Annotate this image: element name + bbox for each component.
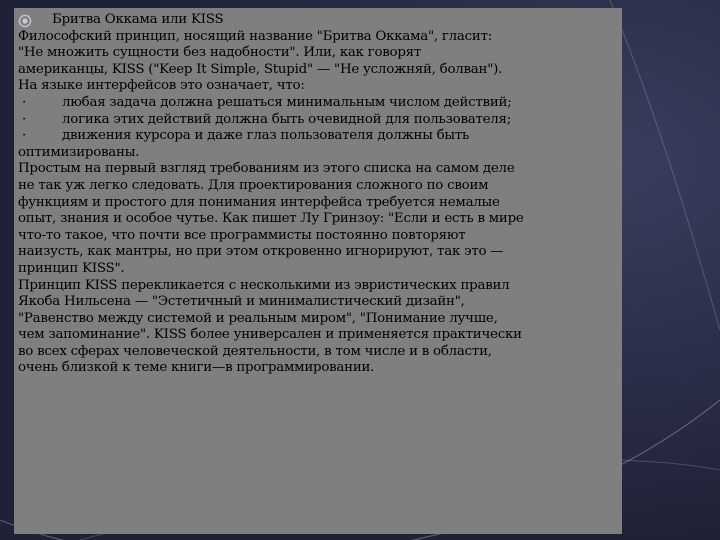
- paragraph-line: американцы, KISS ("Keep It Simple, Stupid" — "Не усложняй, болван").: [18, 61, 503, 77]
- list-marker: ·: [22, 111, 27, 127]
- paragraph-line: Якоба Нильсена — "Эстетичный и минималистический дизайн",: [18, 294, 465, 310]
- circled-bullet-icon: [18, 14, 32, 28]
- paragraph-line: Принцип KISS перекликается с несколькими из эвристических правил: [18, 277, 510, 293]
- list-item-text: логика этих действий должна быть очевидной для пользователя;: [62, 111, 512, 127]
- list-item: [18, 112, 623, 129]
- slide-title: Бритва Оккама или KISS: [52, 12, 224, 27]
- paragraph-line: опыт, знания и особое чутье. Как пишет Лу Гринзоу: "Если и есть в мире: [18, 211, 524, 227]
- paragraph-line: что-то такое, что почти все программисты постоянно повторяют: [18, 227, 466, 243]
- paragraph-line: не так уж легко следовать. Для проектирования сложного по своим: [18, 177, 489, 193]
- paragraph-line: "Равенство между системой и реальным миром", "Понимание лучше,: [18, 310, 498, 326]
- paragraph-line: во всех сферах человеческой деятельности, в том числе и в области,: [18, 343, 492, 359]
- paragraph-line: "Не множить сущности без надобности". Или, как говорят: [18, 45, 422, 61]
- list-marker: ·: [22, 128, 27, 144]
- slide-content: [18, 12, 623, 377]
- list-item-continuation: оптимизированы.: [18, 144, 140, 160]
- paragraph-line: наизусть, как мантры, но при этом откровенно игнорируют, так это —: [18, 244, 504, 260]
- list-item: [18, 95, 623, 112]
- list-marker: ·: [22, 94, 27, 110]
- paragraph-line: принцип KISS".: [18, 260, 125, 276]
- list-item-text: движения курсора и даже глаз пользователя должны быть: [62, 128, 470, 144]
- list-item: [18, 128, 623, 145]
- paragraph-line: На языке интерфейсов это означает, что:: [18, 78, 305, 94]
- paragraph-line: функциям и простого для понимания интерфейса требуется немалые: [18, 194, 500, 210]
- list-item-text: любая задача должна решаться минимальным числом действий;: [62, 94, 512, 110]
- paragraph-line: очень близкой к теме книги—в программировании.: [18, 360, 375, 376]
- paragraph-line: Философский принцип, носящий название "Бритва Оккама", гласит:: [18, 28, 493, 44]
- paragraph-line: чем запоминание". KISS более универсален и применяется практически: [18, 327, 522, 343]
- paragraph-line: Простым на первый взгляд требованиям из этого списка на самом деле: [18, 161, 515, 177]
- slide-title-row: [18, 12, 623, 29]
